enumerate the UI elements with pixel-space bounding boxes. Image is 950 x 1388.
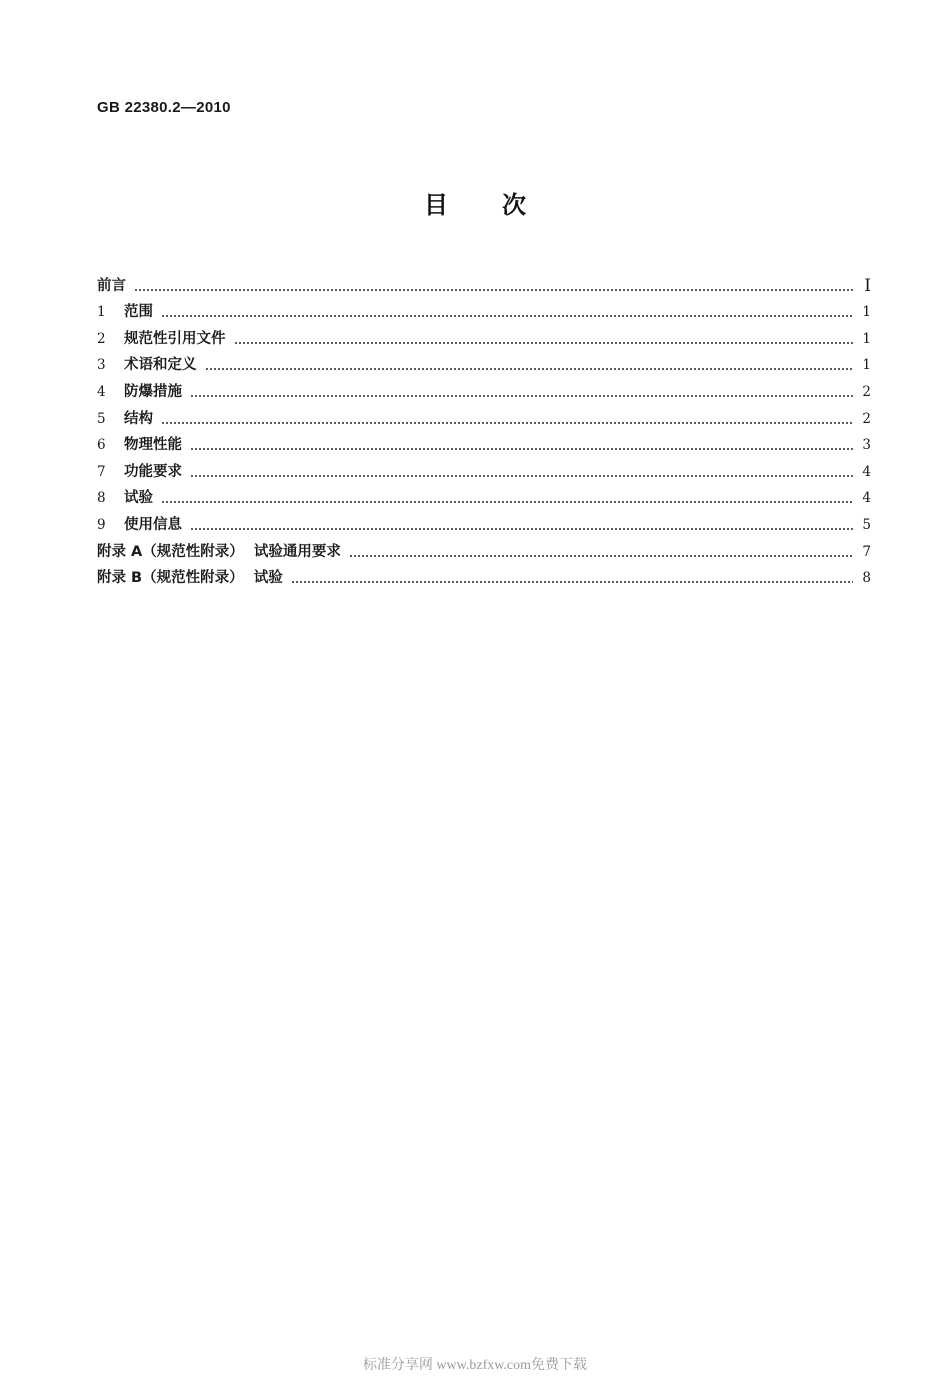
dot-leader	[134, 289, 853, 291]
toc-entry-title: 范围	[124, 304, 153, 321]
download-watermark: 标准分享网 www.bzfxw.com免费下载	[362, 1358, 588, 1373]
toc-entry-number: 7	[97, 463, 106, 480]
toc-entry-title: 防爆措施	[124, 383, 182, 400]
toc-entry-title: 结构	[124, 410, 153, 427]
toc-entry-page: 1	[862, 357, 871, 374]
toc-entry-terms-definitions[interactable]	[97, 348, 871, 375]
toc-entry-page: 1	[862, 330, 871, 347]
toc-entry-title: 功能要求	[124, 463, 182, 480]
toc-entry-title: 使用信息	[124, 516, 182, 533]
toc-entry-title: 附录 B（规范性附录） 试验	[97, 570, 283, 587]
toc-entry-page: 1	[862, 304, 871, 321]
toc-entry-number: 3	[97, 357, 106, 374]
toc-entry-page: 4	[862, 463, 871, 480]
toc-entry-usage-information[interactable]	[97, 507, 871, 534]
toc-entry-scope[interactable]	[97, 295, 871, 322]
toc-entry-number: 9	[97, 516, 106, 533]
toc-entry-title: 规范性引用文件	[124, 330, 226, 347]
toc-entry-annex-b[interactable]	[97, 561, 871, 588]
dot-leader	[161, 422, 853, 424]
toc-entry-page: 5	[862, 516, 871, 533]
toc-entry-page: Ⅰ	[864, 275, 871, 295]
toc-entry-page: 4	[862, 490, 871, 507]
toc-title-char-1: 目	[424, 191, 448, 219]
dot-leader	[190, 395, 853, 397]
toc-title-char-2: 次	[502, 191, 526, 219]
dot-leader	[291, 581, 853, 583]
toc-entry-title: 术语和定义	[124, 357, 197, 374]
toc-entry-preface[interactable]	[97, 268, 871, 295]
toc-entry-number: 5	[97, 410, 106, 427]
toc-entry-number: 6	[97, 437, 106, 454]
toc-entry-number: 1	[97, 304, 106, 321]
toc-entry-normative-references[interactable]	[97, 321, 871, 348]
dot-leader	[161, 315, 853, 317]
toc-entry-number: 2	[97, 330, 106, 347]
toc-entry-page: 3	[862, 437, 871, 454]
toc-entry-functional-requirements[interactable]	[97, 454, 871, 481]
dot-leader	[190, 528, 853, 530]
toc-entry-physical-properties[interactable]	[97, 428, 871, 455]
dot-leader	[234, 342, 854, 344]
toc-entry-annex-a[interactable]	[97, 534, 871, 561]
toc-entry-explosion-protection[interactable]	[97, 374, 871, 401]
toc-entry-page: 2	[862, 383, 871, 400]
toc-title	[0, 185, 950, 220]
dot-leader	[190, 448, 853, 450]
toc-entry-construction[interactable]	[97, 401, 871, 428]
toc-entry-number: 8	[97, 490, 106, 507]
toc-entry-title: 试验	[124, 490, 153, 507]
standard-number: GB 22380.2—2010	[97, 99, 231, 116]
toc-entry-tests[interactable]	[97, 481, 871, 508]
toc-entry-title: 前言	[97, 277, 126, 294]
toc-entry-page: 7	[862, 543, 871, 560]
toc-entry-number: 4	[97, 383, 106, 400]
dot-leader	[190, 475, 853, 477]
toc-entry-page: 2	[862, 410, 871, 427]
dot-leader	[205, 368, 854, 370]
toc-entry-title: 附录 A（规范性附录） 试验通用要求	[97, 543, 341, 560]
dot-leader	[161, 501, 853, 503]
dot-leader	[349, 555, 853, 557]
toc-entry-title: 物理性能	[124, 437, 182, 454]
toc-entry-page: 8	[862, 570, 871, 587]
toc-list	[97, 268, 871, 587]
